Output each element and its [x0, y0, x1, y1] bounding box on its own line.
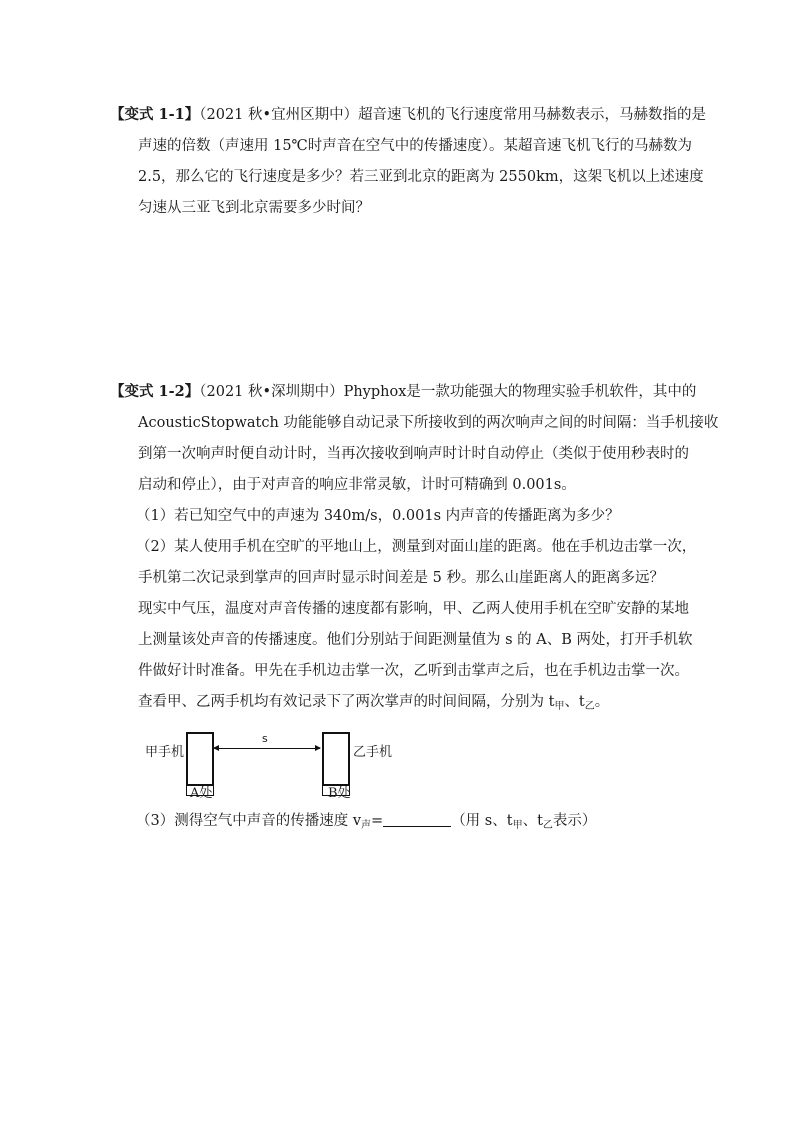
- question-3-suffix-a: （用 s、t: [451, 813, 513, 829]
- problem-1-line-2: 声速的倍数（声速用 15℃时声音在空气中的传播速度）。某超音速飞机飞行的马赫数为: [138, 138, 693, 154]
- problem-2-line-3: 到第一次响声时便自动计时，当再次接收到响声时计时自动停止（类似于使用秒表时的: [138, 446, 689, 462]
- subscript-sound: 声: [361, 820, 372, 831]
- subscript-jia: 甲: [554, 701, 565, 712]
- problem-1-text-1: 超音速飞机的飞行速度常用马赫数表示，马赫数指的是: [358, 107, 707, 123]
- problem-2-line-2: AcousticStopwatch 功能能够自动记录下所接收到的两次响声之间的时间隔：当手机接收: [138, 415, 719, 431]
- question-2-line-2: 手机第二次记录到掌声的回声时显示时间差是 5 秒。那么山崖距离人的距离多远？: [138, 570, 664, 586]
- q3-subscript-jia: 甲: [512, 820, 523, 831]
- b-location-label: B处: [328, 786, 351, 801]
- right-phone-box: [322, 732, 350, 786]
- question-3-suffix-b: 、t: [522, 813, 543, 829]
- question-3-suffix-c: 表示）: [552, 813, 597, 829]
- question-3-line: [136, 806, 716, 841]
- separator: 、t: [564, 694, 585, 710]
- question-3: [136, 806, 716, 841]
- problem-2-line-4: 启动和停止），由于对声音的响应非常灵敏，计时可精确到 0.001s。: [138, 477, 576, 493]
- left-phone-box: [186, 732, 214, 786]
- paragraph-line-4: [110, 687, 690, 722]
- problem-2-source: （2021 秋•深圳期中）: [199, 384, 344, 400]
- problem-1-tag: 【变式 1-1】: [110, 106, 200, 123]
- question-1: （1）若已知空气中的声速为 340m/s，0.001s 内声音的传播距离为多少？: [136, 508, 620, 524]
- problem-1-line-3: 2.5，那么它的飞行速度是多少？若三亚到北京的距离为 2550km，这架飞机以上述速度: [138, 169, 704, 185]
- left-phone-label: 甲手机: [145, 745, 185, 760]
- distance-arrow: [214, 748, 320, 749]
- answer-blank[interactable]: [383, 812, 451, 827]
- problem-1-line-4: 匀速从三亚飞到北京需要多少时间？: [138, 200, 370, 216]
- q3-subscript-yi: 乙: [542, 820, 553, 831]
- problem-2: [110, 376, 719, 722]
- paragraph-line-3: 件做好计时准备。甲先在手机边击掌一次，乙听到击掌声之后，也在手机边击掌一次。: [138, 663, 689, 679]
- distance-label: s: [262, 732, 268, 745]
- period: 。: [594, 694, 610, 710]
- equals-sign: =: [371, 813, 384, 829]
- paragraph-line-4-text: 查看甲、乙两手机均有效记录下了两次掌声的时间间隔，分别为 t: [138, 694, 555, 710]
- problem-1-line-1: [110, 99, 707, 131]
- right-phone-label: 乙手机: [353, 745, 393, 760]
- problem-1: [110, 99, 707, 224]
- question-3-prefix: （3）测得空气中声音的传播速度 v: [136, 813, 362, 829]
- problem-2-tag: 【变式 1-2】: [110, 383, 200, 400]
- question-2-line-1: （2）某人使用手机在空旷的平地山上，测量到对面山崖的距离。他在手机边击掌一次，: [136, 539, 697, 555]
- problem-2-text-1: Phyphox是一款功能强大的物理实验手机软件，其中的: [343, 384, 697, 400]
- paragraph-line-1: 现实中气压，温度对声音传播的速度都有影响，甲、乙两人使用手机在空旷安静的某地: [138, 601, 689, 617]
- problem-2-line-1: [110, 376, 697, 408]
- subscript-yi: 乙: [584, 701, 595, 712]
- problem-1-source: （2021 秋•宜州区期中）: [199, 107, 359, 123]
- paragraph-line-2: 上测量该处声音的传播速度。他们分别站于间距测量值为 s 的 A、B 两处，打开手机软: [138, 632, 693, 648]
- a-location-label: A处: [190, 786, 213, 801]
